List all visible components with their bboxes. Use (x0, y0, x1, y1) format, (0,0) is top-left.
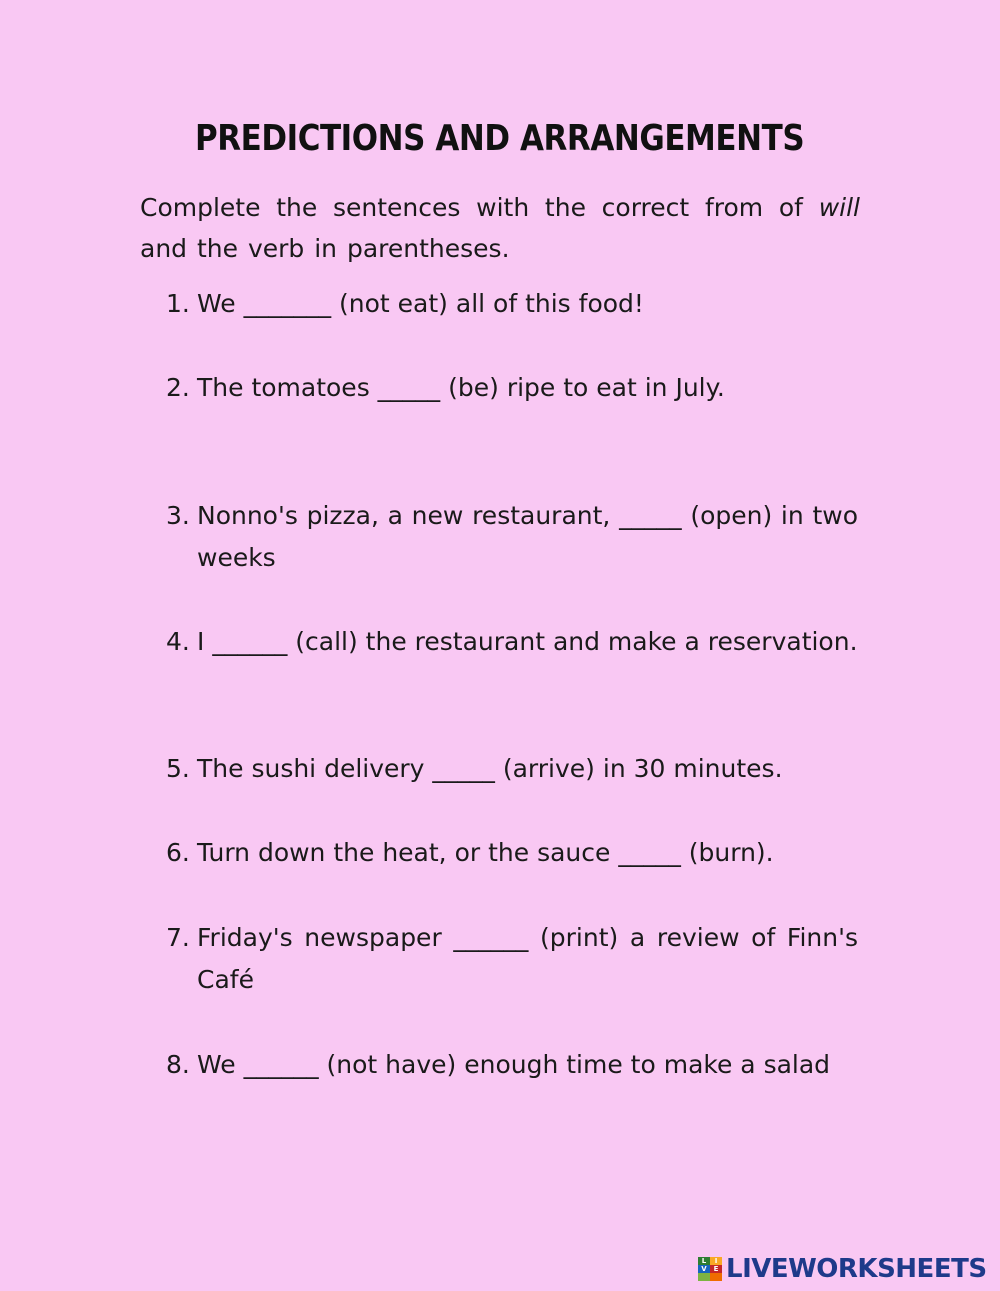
question-number: 7. (166, 923, 190, 952)
question-text: We _______ (not eat) all of this food! (197, 289, 644, 318)
brand-name: LIVEWORKSHEETS (726, 1254, 987, 1284)
question-6 (166, 832, 858, 874)
question-2 (166, 367, 858, 409)
question-3 (166, 495, 858, 579)
question-text: Turn down the heat, or the sauce _____ (burn). (197, 838, 774, 867)
logo-block: E (710, 1265, 722, 1273)
question-text: We ______ (not have) enough time to make a salad (197, 1050, 831, 1079)
question-text: The tomatoes _____ (be) ripe to eat in July. (197, 373, 725, 402)
question-number: 4. (166, 627, 190, 656)
question-number: 1. (166, 289, 190, 318)
logo-block: V (698, 1265, 710, 1273)
instructions-emphasis: will (818, 193, 860, 222)
liveworksheets-brand (698, 1254, 987, 1284)
question-4 (166, 621, 858, 663)
question-text: The sushi delivery _____ (arrive) in 30 minutes. (197, 754, 783, 783)
instructions-after: and the verb in parentheses. (140, 234, 510, 263)
question-number: 2. (166, 373, 190, 402)
question-text: Friday's newspaper ______ (print) a review of Finn's Café (197, 923, 858, 994)
liveworksheets-logo-icon (698, 1257, 722, 1281)
question-7 (166, 917, 858, 1001)
logo-block (698, 1273, 710, 1281)
question-1 (166, 283, 858, 325)
question-text: Nonno's pizza, a new restaurant, _____ (open) in two weeks (197, 501, 858, 572)
question-8 (166, 1044, 858, 1086)
instructions-before: Complete the sentences with the correct from of (140, 193, 819, 222)
question-number: 5. (166, 754, 190, 783)
page-title: PREDICTIONS AND ARRANGEMENTS (194, 118, 805, 159)
question-text: I ______ (call) the restaurant and make a reservation. (197, 627, 858, 656)
question-number: 8. (166, 1050, 190, 1079)
logo-block: I (710, 1257, 722, 1265)
question-number: 6. (166, 838, 190, 867)
instructions (140, 187, 860, 269)
logo-block (710, 1273, 722, 1281)
question-5 (166, 748, 858, 790)
logo-block: L (698, 1257, 710, 1265)
question-number: 3. (166, 501, 190, 530)
